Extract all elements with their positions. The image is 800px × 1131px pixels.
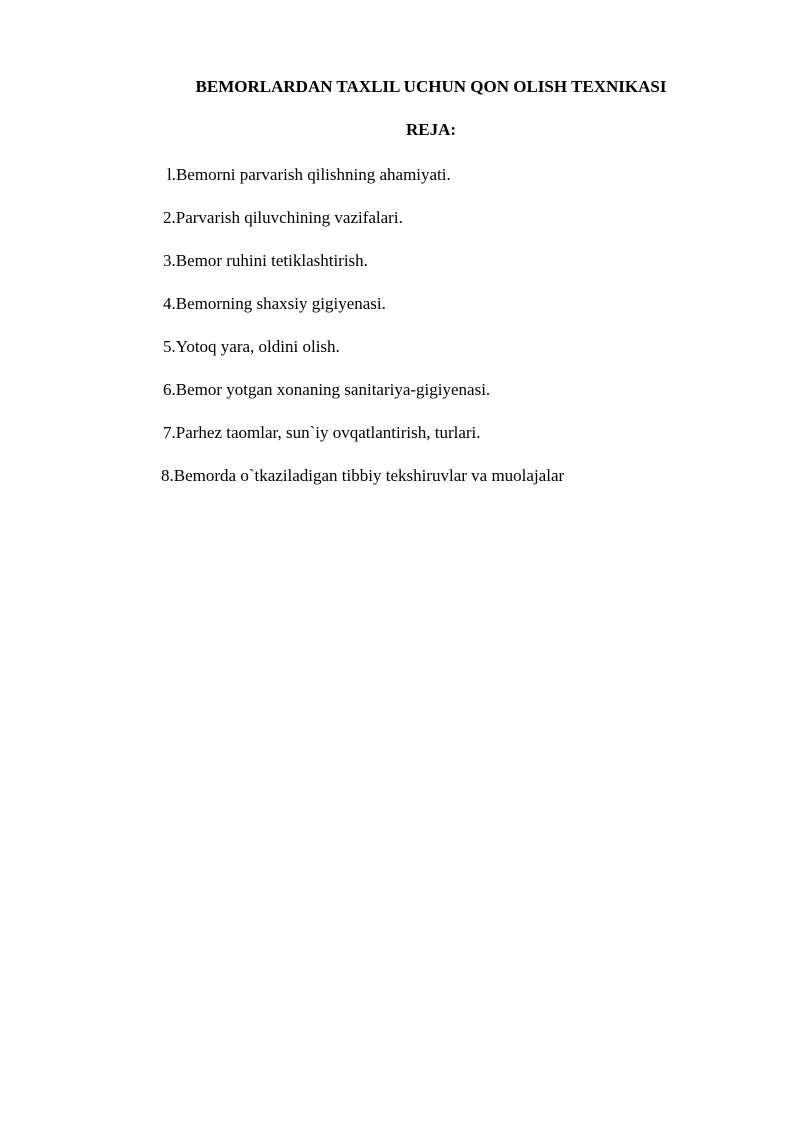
plan-item-8: 8.Bemorda o`tkaziladigan tibbiy tekshiruvlar va muolajalar — [161, 466, 565, 485]
plan-item-7: 7.Parhez taomlar, sun`iy ovqatlantirish, turlari. — [163, 423, 481, 442]
plan-item-3: 3.Bemor ruhini tetiklashtirish. — [163, 251, 368, 270]
plan-item-6: 6.Bemor yotgan xonaning sanitariya-gigiyenasi. — [163, 380, 491, 399]
plan-item-4: 4.Bemorning shaxsiy gigiyenasi. — [163, 294, 386, 313]
plan-heading: REJA: — [405, 120, 457, 139]
document-title: BEMORLARDAN TAXLIL UCHUN QON OLISH TEXNIKASI — [195, 77, 667, 96]
plan-item-1: l.Bemorni parvarish qilishning ahamiyati. — [167, 165, 451, 184]
plan-item-5: 5.Yotoq yara, oldini olish. — [163, 337, 340, 356]
plan-item-2: 2.Parvarish qiluvchining vazifalari. — [163, 208, 403, 227]
